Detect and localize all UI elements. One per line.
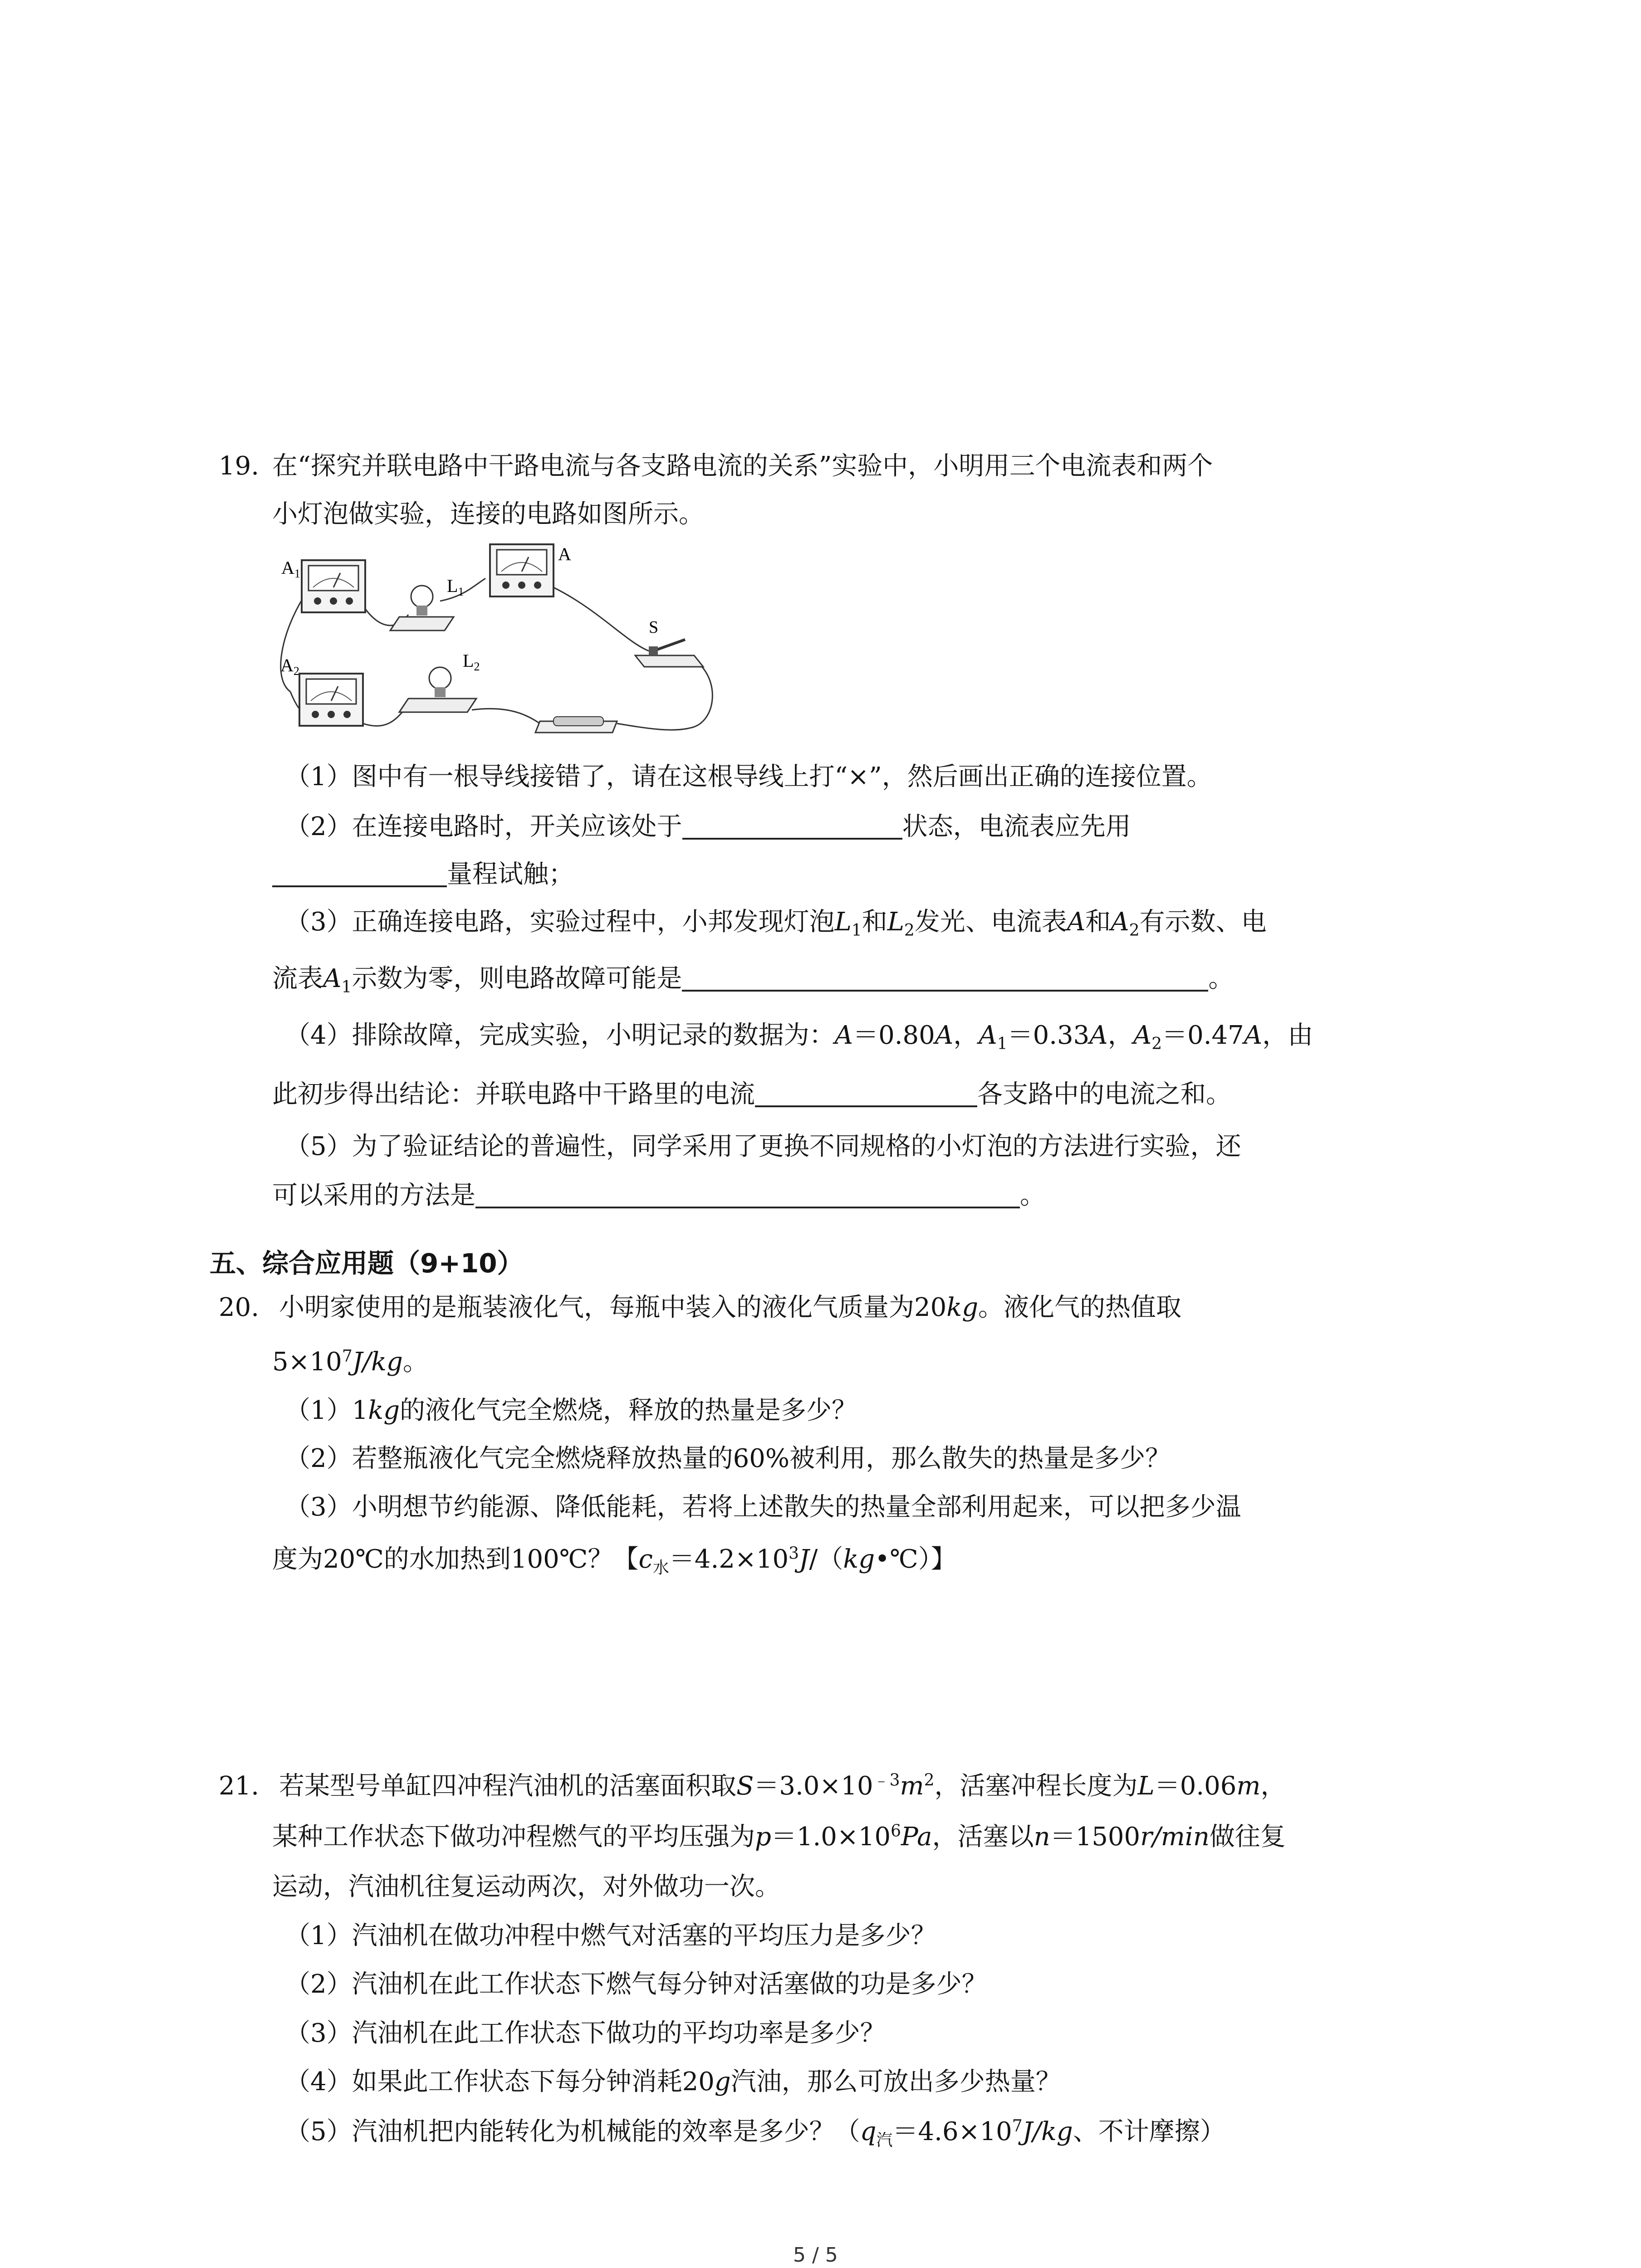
q20-part1: （1）1kg的液化气完全燃烧，释放的热量是多少？ <box>285 1396 857 1425</box>
q20-stem-line1: 小明家使用的是瓶装液化气，每瓶中装入的液化气质量为20kg。液化气的热值取 <box>279 1293 1182 1322</box>
q19-part5-line2: 可以采用的方法是 。 <box>272 1181 1045 1210</box>
answer-blank[interactable] <box>682 989 1208 992</box>
answer-blank[interactable] <box>755 1105 977 1107</box>
wire <box>554 587 649 651</box>
q21-part2: （2）汽油机在此工作状态下燃气每分钟对活塞做的功是多少？ <box>285 1970 987 1999</box>
q21-line3: 运动，汽油机往复运动两次，对外做功一次。 <box>272 1872 780 1901</box>
wire <box>617 723 690 730</box>
wire <box>690 660 712 728</box>
q19-part3-line1: （3）正确连接电路，实验过程中，小邦发现灯泡$L_1$和$L_2$发光、电流表A和$A_2$有示数、电 <box>285 907 1267 940</box>
q19-number: 19. <box>219 451 260 481</box>
label-a: A <box>558 544 571 564</box>
answer-blank[interactable] <box>272 885 447 887</box>
ammeter-a2 <box>299 674 363 726</box>
q19-stem-line1: 在“探究并联电路中干路电流与各支路电流的关系”实验中，小明用三个电流表和两个 <box>272 451 1213 481</box>
switch-s <box>635 640 703 667</box>
answer-blank[interactable] <box>475 1206 1020 1208</box>
label-l1: $L_1$ <box>447 576 464 598</box>
label-s: S <box>649 618 659 637</box>
label-a1: $A_1$ <box>281 557 300 580</box>
q19-stem-line2: 小灯泡做实验，连接的电路如图所示。 <box>272 499 704 529</box>
q21-line1: 若某型号单缸四冲程汽油机的活塞面积取$S=3.0\times 10^{﹣3}m^2$，活塞冲程长度为L＝0.06m， <box>279 1771 1286 1801</box>
circuit-diagram <box>272 542 721 751</box>
label-a2: $A_2$ <box>280 655 299 678</box>
q21-part3: （3）汽油机在此工作状态下做功的平均功率是多少？ <box>285 2019 886 2048</box>
q21-part4: （4）如果此工作状态下每分钟消耗20g汽油，那么可放出多少热量？ <box>285 2067 1061 2097</box>
section-title: 五、综合应用题（9+10） <box>210 1248 524 1279</box>
q19-part2-line1: （2）在连接电路时，开关应该处于 状态，电流表应先用 <box>285 812 1131 841</box>
q21-part1: （1）汽油机在做功冲程中燃气对活塞的平均压力是多少？ <box>285 1921 936 1950</box>
q20-part3-line2: 度为20℃的水加热到100℃？【$c_水=4.2\times 10^3J/(kg•℃)$】 <box>272 1544 956 1578</box>
battery <box>535 717 617 733</box>
q21-line2: 某种工作状态下做功冲程燃气的平均压强为$p=1.0\times 10^6Pa$，活塞以n＝1500r/min做往复 <box>272 1822 1286 1852</box>
q19-part3-line2: 流表$A_1$示数为零，则电路故障可能是 。 <box>272 964 1234 997</box>
q20-part2: （2）若整瓶液化气完全燃烧释放热量的60%被利用，那么散失的热量是多少？ <box>285 1444 1171 1473</box>
label-l2: $L_2$ <box>463 650 480 673</box>
q19-part2-line2: 量程试触； <box>272 862 574 887</box>
answer-blank[interactable] <box>682 837 902 840</box>
ammeter-a1 <box>302 560 365 612</box>
q21-part5: （5）汽油机把内能转化为机械能的效率是多少？（$q_汽=4.6\times 10^7J/kg$、不计摩擦） <box>285 2116 1225 2150</box>
bulb-l2 <box>399 667 476 712</box>
ammeter-a <box>490 544 554 596</box>
q20-stem-line2: $5\times 10^7J/kg$。 <box>272 1347 428 1377</box>
q21-number: 21. <box>219 1771 260 1801</box>
q20-part3-line1: （3）小明想节约能源、降低能耗，若将上述散失的热量全部利用起来，可以把多少温 <box>285 1492 1241 1522</box>
wire <box>472 709 540 723</box>
q20-number: 20. <box>219 1293 260 1322</box>
bulb-l1 <box>390 586 454 631</box>
q19-part4-line2: 此初步得出结论：并联电路中干路里的电流 各支路中的电流之和。 <box>272 1080 1231 1109</box>
q19-part1: （1）图中有一根导线接错了，请在这根导线上打“×”，然后画出正确的连接位置。 <box>285 762 1212 792</box>
q19-part5-line1: （5）为了验证结论的普遍性，同学采用了更换不同规格的小灯泡的方法进行实验，还 <box>285 1132 1241 1161</box>
q19-part4-line1: （4）排除故障，完成实验，小明记录的数据为：A＝0.80A，$A_1=0.33A$，$A_2=0.47A$，由 <box>285 1021 1313 1054</box>
page-number: 5 / 5 <box>793 2244 838 2267</box>
